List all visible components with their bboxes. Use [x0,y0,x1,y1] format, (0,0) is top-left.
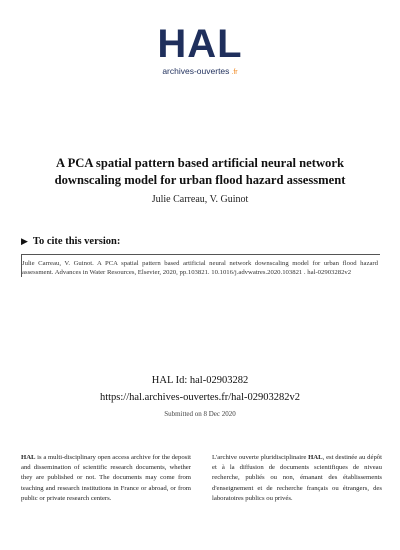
paper-title [20,155,380,189]
paper-title-line-1: A PCA spatial pattern based artificial neural network [56,156,344,170]
hal-url-link[interactable]: https://hal.archives-ouvertes.fr/hal-02903282v2 [99,392,301,403]
hal-logo-subtitle-text: archives-ouvertes [162,66,230,76]
submission-date: Submitted on 8 Dec 2020 [164,410,236,418]
hal-logo [0,22,400,82]
hal-description-english [21,453,191,504]
cite-heading [21,236,120,247]
hal-logo-subtitle [0,66,400,76]
paper-authors: Julie Carreau, V. Guinot [151,194,249,205]
triangle-right-icon: ▶ [21,236,28,246]
hal-description-french-text: , est destinée au dépôt et à la diffusion de documents scientifiques de niveau recherche, publiés ou non, émanant des établissements d'enseignement et de recherche français ou étrangers, des laboratoires publics ou privés. [212,454,382,502]
hal-bold-label-fr: HAL [308,454,323,461]
cite-heading-text: To cite this version: [32,236,121,247]
hal-bold-label: HAL [21,454,36,461]
hal-description-french-lead: L'archive ouverte pluridisciplinaire [212,454,309,461]
paper-title-line-2: downscaling model for urban flood hazard assessment [54,173,346,187]
hal-logo-wordmark: HAL [157,22,243,66]
citation-text: Julie Carreau, V. Guinot. A PCA spatial pattern based artificial neural network downscaling model for urban flood hazard assessment. Advances in Water Resources, Elsevier, 2020, pp.103821. 10.1016/j.advwatres.2020.103821 . hal-02903282v2 [21,254,380,277]
hal-description-english-text: is a multi-disciplinary open access archive for the deposit and dissemination of scientific research documents, whether they are published or not. The documents may come from teaching and research institutions in France or abroad, or from public or private research centers. [21,454,191,502]
hal-id: HAL Id: hal-02903282 [151,375,249,386]
hal-logo-suffix: .fr [231,69,238,76]
hal-description-french [212,453,382,504]
